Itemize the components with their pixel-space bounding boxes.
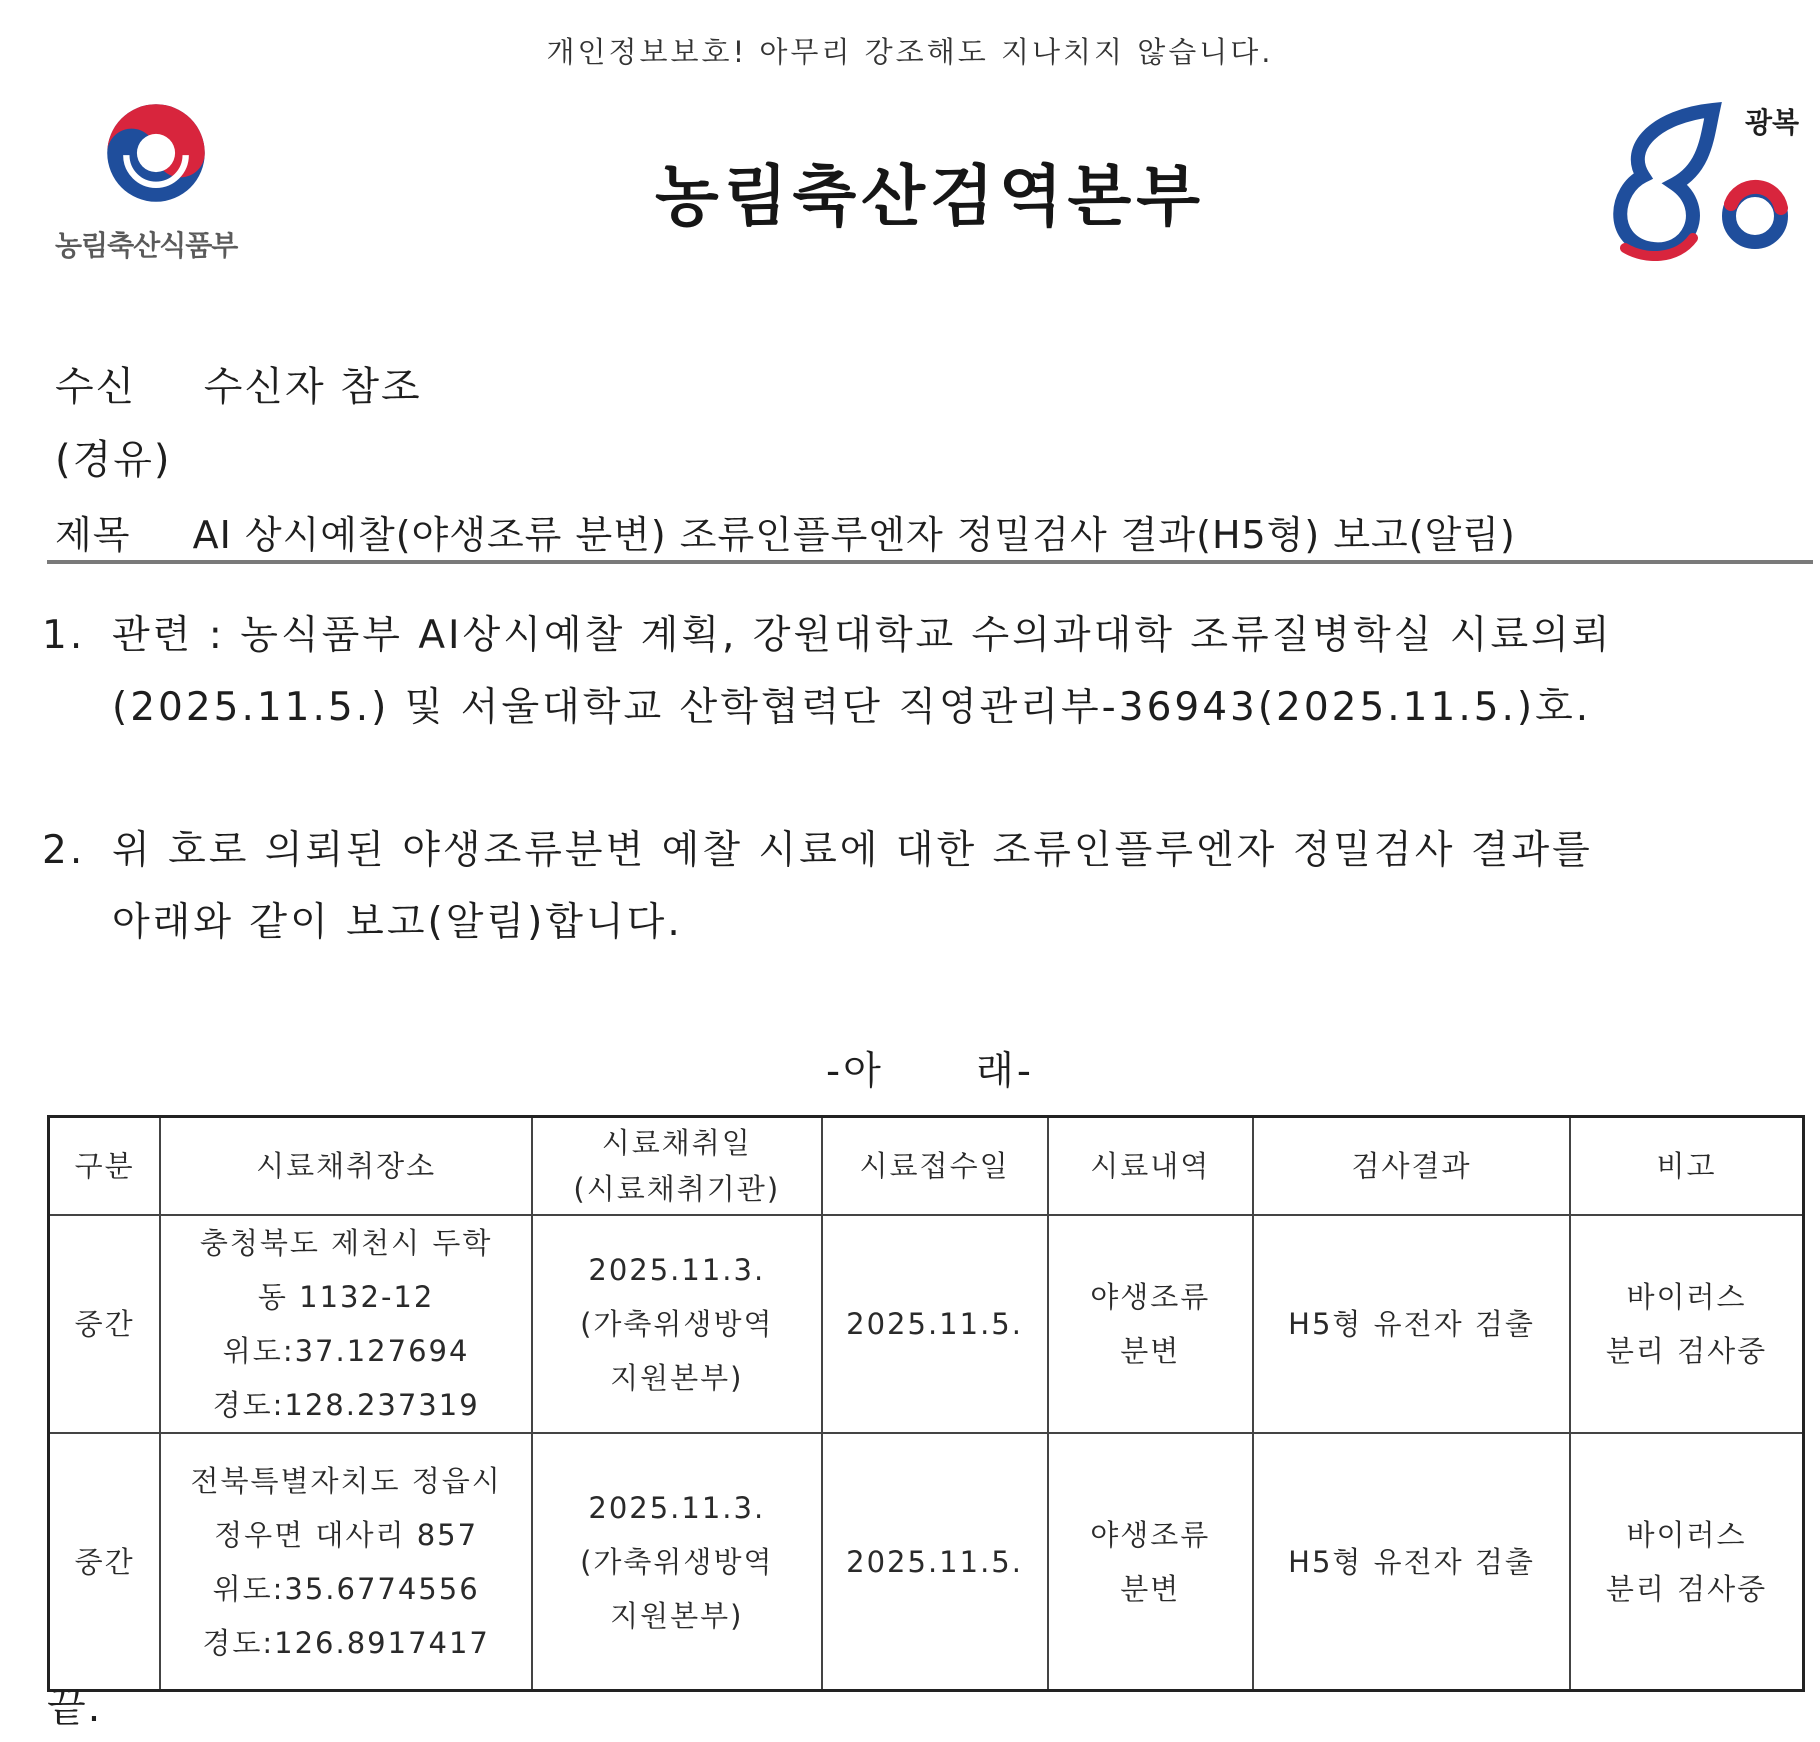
table-row (49, 1215, 1804, 1433)
cell-remarks: 바이러스 분리 검사중 (1570, 1433, 1803, 1691)
cell-received-date: 2025.11.5. (822, 1433, 1048, 1691)
cell-sample: 야생조류 분변 (1048, 1433, 1253, 1691)
cell-collection-date: 2025.11.3. (가축위생방역 지원본부) (532, 1215, 822, 1433)
paragraph-text: 관련 : 농식품부 AI상시예찰 계획, 강원대학교 수의과대학 조류질병학실 시료의뢰 (112, 613, 1613, 658)
org-title: 농림축산검역본부 (654, 158, 1206, 235)
table-header-row (49, 1117, 1804, 1216)
recipient-line (55, 355, 422, 412)
recipient-value: 수신자 참조 (203, 364, 422, 410)
header-sample: 시료내역 (1048, 1117, 1253, 1216)
paragraph-text: 위 호로 의뢰된 야생조류분변 예찰 시료에 대한 조류인플루엔자 정밀검사 결과를 (112, 828, 1593, 873)
header-received-date: 시료접수일 (822, 1117, 1048, 1216)
paragraph-number: 1. (42, 613, 86, 658)
header-category: 구분 (49, 1117, 161, 1216)
paragraph-text: (2025.11.5.) 및 서울대학교 산학협력단 직영관리부-36943(2025.11.5.)호. (112, 685, 1592, 730)
header-result: 검사결과 (1253, 1117, 1570, 1216)
cell-result: H5형 유전자 검출 (1253, 1215, 1570, 1433)
paragraph-1 (42, 600, 1820, 744)
cell-remarks: 바이러스 분리 검사중 (1570, 1215, 1803, 1433)
cell-result: H5형 유전자 검출 (1253, 1433, 1570, 1691)
recipient-label: 수신 (55, 364, 137, 410)
cell-category: 중간 (49, 1433, 161, 1691)
paragraph-number: 2. (42, 828, 86, 873)
header-divider (47, 560, 1813, 564)
ministry-logo-text: 농림축산식품부 (55, 229, 238, 262)
cell-received-date: 2025.11.5. (822, 1215, 1048, 1433)
cell-location: 전북특별자치도 정읍시 정우면 대사리 857 위도:35.6774556 경도:126.8917417 (160, 1433, 532, 1691)
cell-location: 충청북도 제천시 두학 동 1132-12 위도:37.127694 경도:128.237319 (160, 1215, 532, 1433)
cell-collection-date: 2025.11.3. (가축위생방역 지원본부) (532, 1433, 822, 1691)
paragraph-text: 아래와 같이 보고(알림)합니다. (112, 900, 683, 945)
header-remarks: 비고 (1570, 1117, 1803, 1216)
via-line: (경유) (55, 437, 172, 483)
result-table (47, 1115, 1805, 1692)
table-row (49, 1433, 1804, 1691)
header-location: 시료채취장소 (160, 1117, 532, 1216)
liberation-logo-text: 광복 (1745, 106, 1800, 139)
notice-title: -아 래- (826, 1049, 1034, 1094)
cell-category: 중간 (49, 1215, 161, 1433)
cell-sample: 야생조류 분변 (1048, 1215, 1253, 1433)
paragraph-2 (42, 815, 1820, 959)
header-collection-date: 시료채취일 (시료채취기관) (532, 1117, 822, 1216)
privacy-notice: 개인정보보호! 아무리 강조해도 지나치지 않습니다. (546, 35, 1274, 69)
liberation-80-logo (1595, 98, 1805, 268)
end-mark: 끝. (47, 1685, 103, 1731)
subject-label: 제목 (55, 513, 131, 557)
subject-value: AI 상시예찰(야생조류 분변) 조류인플루엔자 정밀검사 결과(H5형) 보고(알림) (192, 513, 1516, 557)
subject-line (55, 504, 1516, 559)
